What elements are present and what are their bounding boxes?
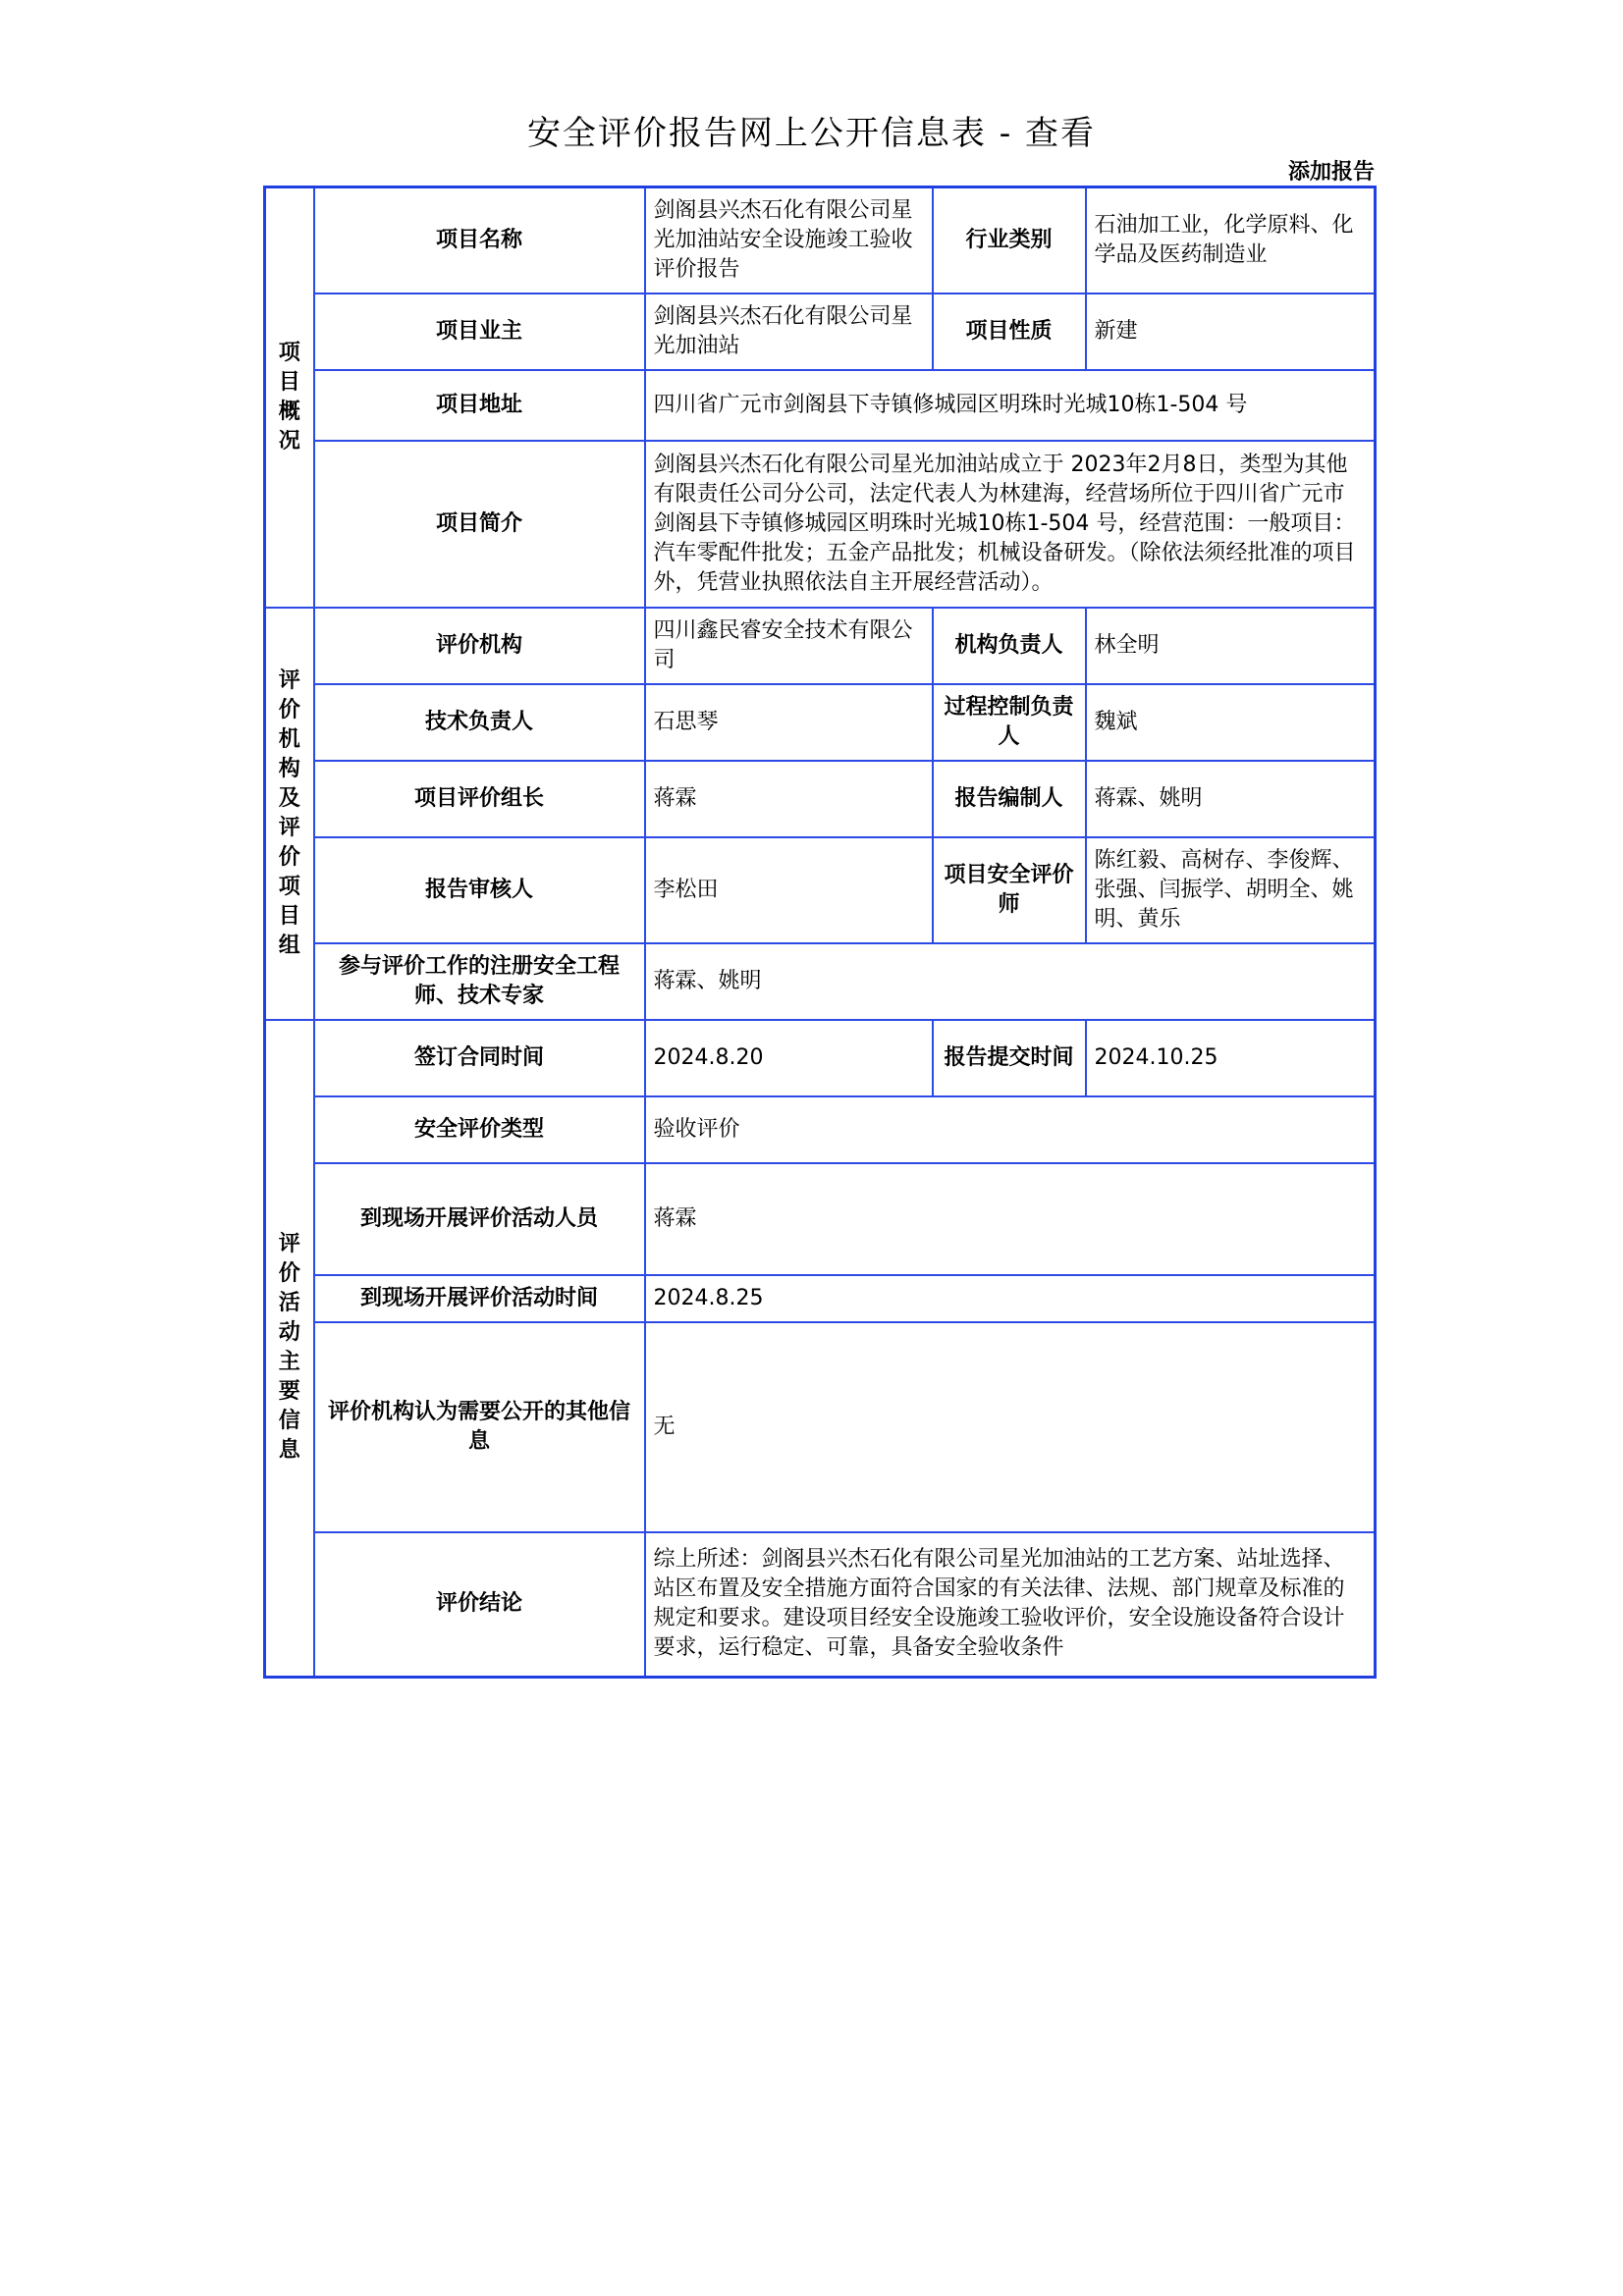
intro-label: 项目简介	[314, 441, 645, 608]
intro-value: 剑阁县兴杰石化有限公司星光加油站成立于 2023年2月8日，类型为其他有限责任公司分公司，法定代表人为林建海，经营场所位于四川省广元市剑阁县下寺镇修城园区明珠时光城10栋1-504 号，经营范围：一般项目：汽车零配件批发；五金产品批发；机械设备研发。（除依法须经批准的项目外，凭营业执照依法自主开展经营活动）。	[645, 441, 1376, 608]
agency-head-value: 林全明	[1086, 608, 1376, 684]
table-row	[265, 294, 1376, 370]
table-row	[265, 1275, 1376, 1322]
industry-value: 石油加工业，化学原料、化学品及医药制造业	[1086, 187, 1376, 294]
engineers-value: 蒋霖、姚明	[645, 943, 1376, 1020]
table-row	[265, 608, 1376, 684]
table-row	[265, 1322, 1376, 1532]
owner-value: 剑阁县兴杰石化有限公司星光加油站	[645, 294, 933, 370]
section-activity: 评价活动主要信息	[265, 1020, 314, 1678]
onsite-staff-value: 蒋霖	[645, 1163, 1376, 1275]
conclusion-label: 评价结论	[314, 1532, 645, 1678]
table-row	[265, 187, 1376, 294]
agency-value: 四川鑫民睿安全技术有限公司	[645, 608, 933, 684]
section-overview: 项目概况	[265, 187, 314, 608]
table-row	[265, 1020, 1376, 1096]
owner-label: 项目业主	[314, 294, 645, 370]
page-title: 安全评价报告网上公开信息表 - 查看	[526, 114, 1097, 153]
table-row	[265, 1163, 1376, 1275]
onsite-staff-label: 到现场开展评价活动人员	[314, 1163, 645, 1275]
agency-head-label: 机构负责人	[933, 608, 1086, 684]
other-info-value: 无	[645, 1322, 1376, 1532]
project-name-label: 项目名称	[314, 187, 645, 294]
address-label: 项目地址	[314, 370, 645, 441]
agency-label: 评价机构	[314, 608, 645, 684]
evaluators-label: 项目安全评价师	[933, 837, 1086, 943]
industry-label: 行业类别	[933, 187, 1086, 294]
table-row	[265, 1096, 1376, 1163]
onsite-time-value: 2024.8.25	[645, 1275, 1376, 1322]
tech-head-label: 技术负责人	[314, 684, 645, 761]
reviewer-label: 报告审核人	[314, 837, 645, 943]
writer-label: 报告编制人	[933, 761, 1086, 837]
submit-time-value: 2024.10.25	[1086, 1020, 1376, 1096]
writer-value: 蒋霖、姚明	[1086, 761, 1376, 837]
submit-time-label: 报告提交时间	[933, 1020, 1086, 1096]
table-row	[265, 761, 1376, 837]
address-value: 四川省广元市剑阁县下寺镇修城园区明珠时光城10栋1-504 号	[645, 370, 1376, 441]
table-row	[265, 1532, 1376, 1678]
add-report-link[interactable]: 添加报告	[1287, 160, 1375, 185]
type-label: 安全评价类型	[314, 1096, 645, 1163]
info-table	[263, 186, 1377, 1679]
leader-value: 蒋霖	[645, 761, 933, 837]
table-row	[265, 441, 1376, 608]
tech-head-value: 石思琴	[645, 684, 933, 761]
contract-time-value: 2024.8.20	[645, 1020, 933, 1096]
nature-label: 项目性质	[933, 294, 1086, 370]
table-row	[265, 684, 1376, 761]
project-name-value: 剑阁县兴杰石化有限公司星光加油站安全设施竣工验收评价报告	[645, 187, 933, 294]
table-row	[265, 837, 1376, 943]
table-row	[265, 370, 1376, 441]
table-row	[265, 943, 1376, 1020]
section-org-group: 评价机构及评价项目组	[265, 608, 314, 1020]
process-head-value: 魏斌	[1086, 684, 1376, 761]
nature-value: 新建	[1086, 294, 1376, 370]
conclusion-value: 综上所述：剑阁县兴杰石化有限公司星光加油站的工艺方案、站址选择、站区布置及安全措施方面符合国家的有关法律、法规、部门规章及标准的规定和要求。建设项目经安全设施竣工验收评价，安全设施设备符合设计要求，运行稳定、可靠，具备安全验收条件	[645, 1532, 1376, 1678]
contract-time-label: 签订合同时间	[314, 1020, 645, 1096]
process-head-label: 过程控制负责人	[933, 684, 1086, 761]
onsite-time-label: 到现场开展评价活动时间	[314, 1275, 645, 1322]
evaluators-value: 陈红毅、高树存、李俊辉、张强、闫振学、胡明全、姚明、黄乐	[1086, 837, 1376, 943]
leader-label: 项目评价组长	[314, 761, 645, 837]
other-info-label: 评价机构认为需要公开的其他信息	[314, 1322, 645, 1532]
engineers-label: 参与评价工作的注册安全工程师、技术专家	[314, 943, 645, 1020]
type-value: 验收评价	[645, 1096, 1376, 1163]
reviewer-value: 李松田	[645, 837, 933, 943]
